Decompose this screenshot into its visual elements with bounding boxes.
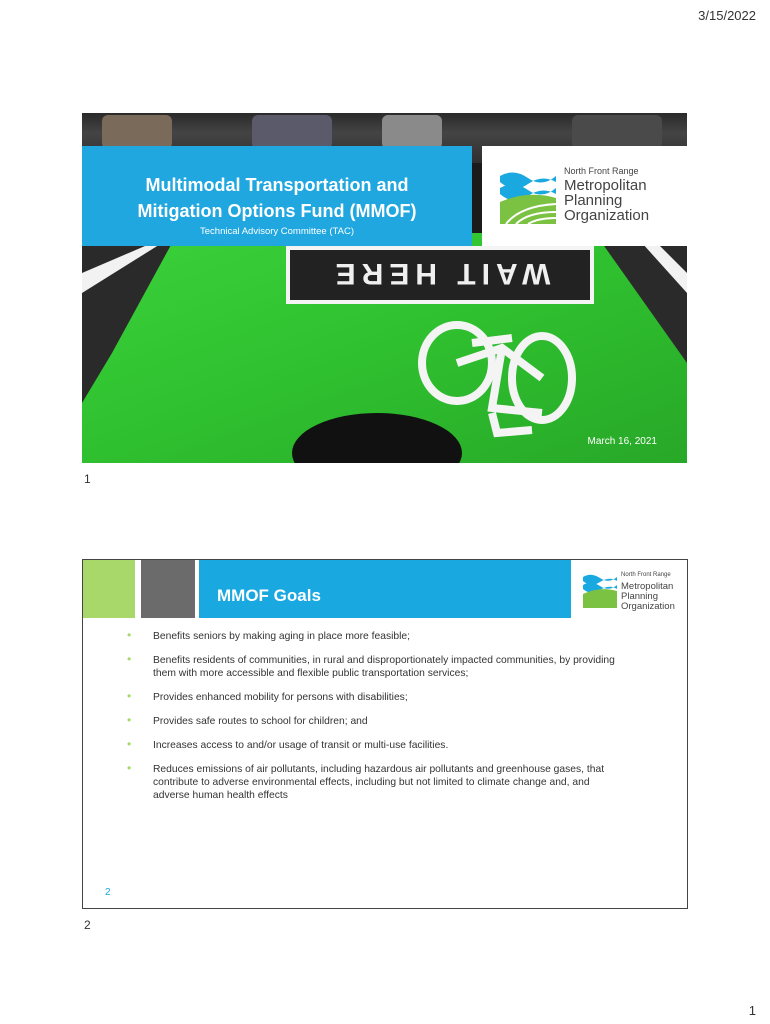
logo-main-text (621, 582, 675, 612)
goals-list (127, 630, 627, 813)
slide-1-title (82, 172, 472, 224)
car (382, 115, 442, 149)
accent-bar-grey (141, 560, 195, 618)
car (252, 115, 332, 149)
wait-here-marking (286, 246, 594, 304)
logo-line-1: Metropolitan (621, 581, 674, 592)
slide-2 (82, 559, 688, 909)
logo-icon (583, 572, 617, 608)
list-item: • Provides safe routes to school for children; and (127, 715, 627, 728)
road-text: WAIT HERE (329, 257, 551, 290)
page-number: 1 (748, 1003, 756, 1018)
slide-1 (82, 113, 687, 463)
slide-2-label: 2 (84, 918, 91, 932)
title-box (82, 146, 472, 246)
page-date: 3/15/2022 (698, 8, 756, 23)
nfrmpo-logo (577, 564, 687, 618)
list-item: • Provides enhanced mobility for persons with disabilities; (127, 691, 627, 704)
logo-line-3: Organization (621, 601, 675, 612)
accent-bar-green (83, 560, 135, 618)
logo-small-text: North Front Range (621, 572, 671, 578)
title-bar (199, 560, 571, 618)
slide-1-subtitle: Technical Advisory Committee (TAC) (200, 226, 354, 237)
title-line-2: Mitigation Options Fund (MMOF) (137, 201, 417, 221)
slide-1-label: 1 (84, 472, 91, 486)
list-item: • Benefits seniors by making aging in place more feasible; (127, 630, 627, 643)
nfrmpo-logo (482, 146, 687, 246)
slide-2-title: MMOF Goals (217, 586, 321, 605)
title-line-1: Multimodal Transportation and (145, 175, 409, 195)
logo-line-2: Planning (621, 591, 658, 602)
logo-line-2: Planning (564, 192, 623, 209)
list-item: • Benefits residents of communities, in rural and disproportionately impacted communities, by providing them with more accessible and flexible public transportation services; (127, 654, 627, 680)
logo-icon (500, 168, 556, 226)
logo-line-1: Metropolitan (564, 177, 647, 194)
logo-line-3: Organization (564, 207, 650, 224)
car (572, 115, 662, 149)
list-item: • Reduces emissions of air pollutants, including hazardous air pollutants and greenhouse gases, that contribute to adverse environmental effects, including but not limited to climate change and, and adverse human health effects (127, 763, 627, 802)
slide-1-date: March 16, 2021 (587, 436, 657, 447)
slide-2-number: 2 (105, 887, 111, 898)
logo-main-text (564, 178, 649, 223)
list-item: • Increases access to and/or usage of transit or multi-use facilities. (127, 739, 627, 752)
logo-small-text: North Front Range (564, 166, 639, 176)
car (102, 115, 172, 149)
